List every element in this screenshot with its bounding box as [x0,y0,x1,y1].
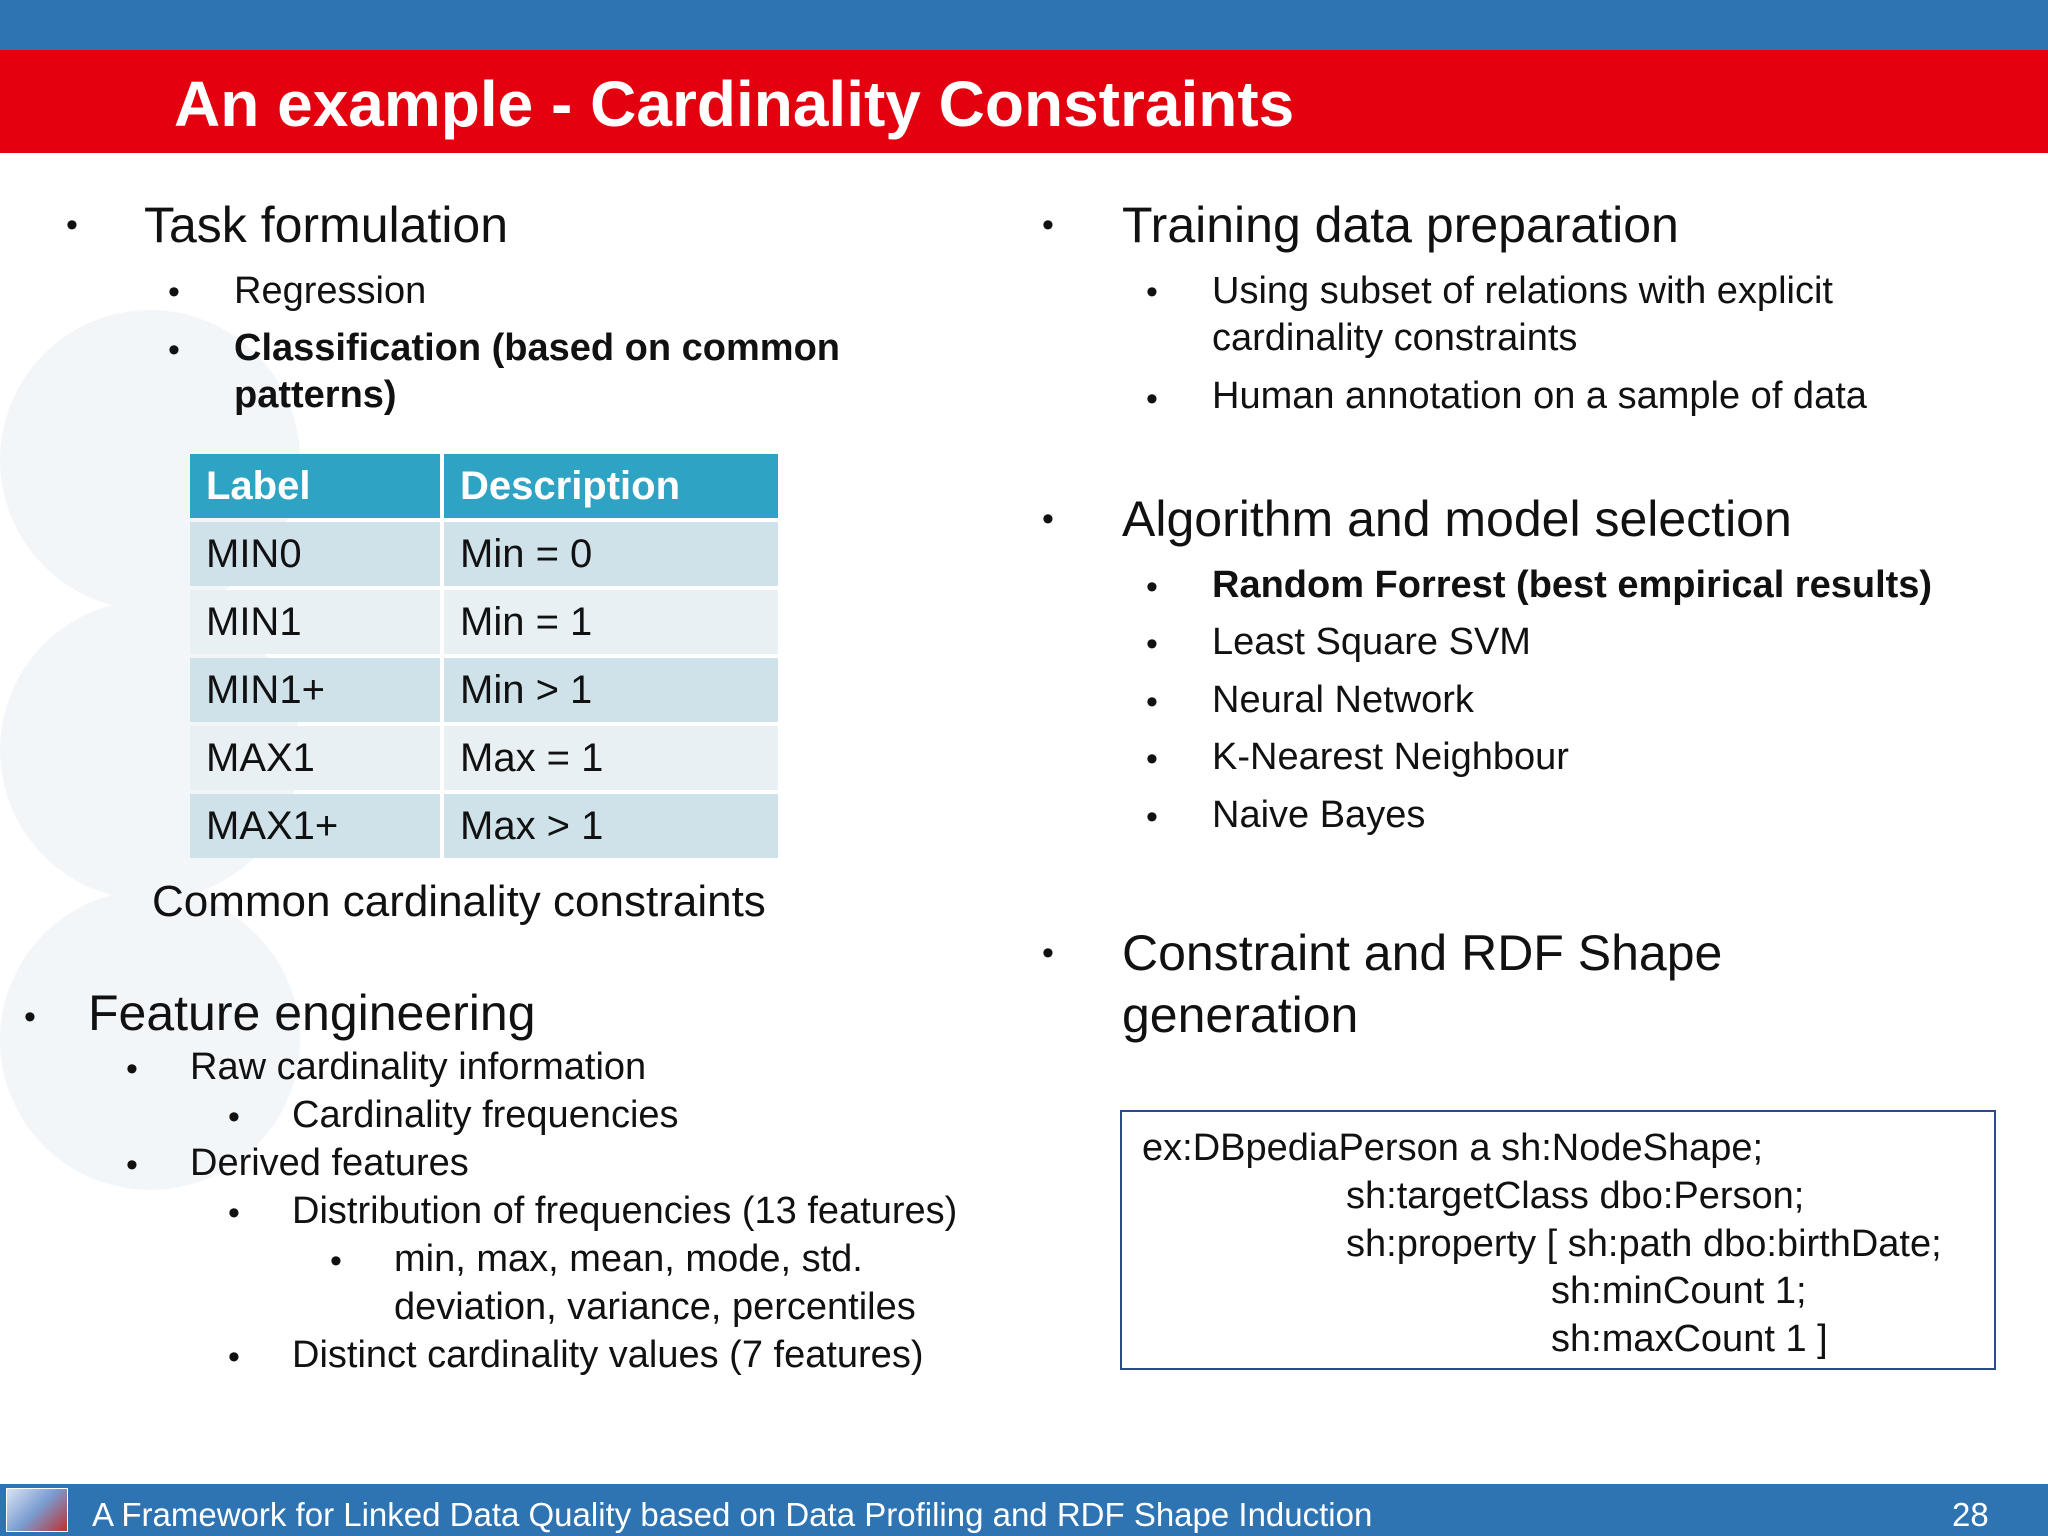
slide-title: An example - Cardinality Constraints [174,68,1295,140]
feature-derived: Derived features [190,1142,469,1184]
code-line-3: sh:property [ sh:path dbo:birthDate; [1346,1223,1942,1265]
table-row [190,794,778,858]
algorithm-item-knn: K-Nearest Neighbour [1212,736,1569,778]
feature-derived-sub1: Distribution of frequencies (13 features) [292,1190,958,1232]
table-cell-description: Min = 0 [444,522,778,586]
code-line-5: sh:maxCount 1 ] [1551,1318,1828,1360]
algorithm-heading: Algorithm and model selection [1122,491,1792,547]
table-cell-description: Max > 1 [444,794,778,858]
bullet-icon: • [1146,798,1158,836]
feature-derived-detail-2: deviation, variance, percentiles [394,1286,916,1328]
bullet-icon: • [228,1098,240,1136]
code-line-1: ex:DBpediaPerson a sh:NodeShape; [1142,1127,1764,1169]
footer-title: A Framework for Linked Data Quality based on Data Profiling and RDF Shape Induction [92,1496,1373,1533]
table-cell-label: MIN1 [190,590,440,654]
task-formulation-heading: Task formulation [144,197,509,253]
training-heading: Training data preparation [1122,197,1679,253]
bullet-icon: • [330,1242,342,1280]
shape-heading-cont: generation [1122,987,1359,1043]
table-row [190,726,778,790]
algorithm-item-naive-bayes: Naive Bayes [1212,794,1426,836]
training-item-1-cont: cardinality constraints [1212,317,1578,359]
algorithm-item-random-forrest: Random Forrest (best empirical results) [1212,564,1933,606]
page-number: 28 [1952,1496,1989,1533]
feature-raw: Raw cardinality information [190,1046,647,1088]
code-line-4: sh:minCount 1; [1551,1270,1807,1312]
bullet-icon: • [66,206,78,244]
task-item-classification: Classification (based on common [234,327,840,369]
feature-engineering-heading: Feature engineering [88,985,536,1041]
bullet-icon: • [228,1194,240,1232]
bullet-icon: • [126,1146,138,1184]
bullet-icon: • [1146,740,1158,778]
bullet-icon: • [1146,273,1158,311]
table-header-label: Label [190,454,440,518]
table-cell-label: MIN0 [190,522,440,586]
table-cell-description: Min = 1 [444,590,778,654]
feature-raw-sub: Cardinality frequencies [292,1094,679,1136]
bullet-icon: • [1146,625,1158,663]
task-item-classification-cont: patterns) [234,374,397,416]
shape-heading: Constraint and RDF Shape [1122,925,1723,981]
algorithm-item-neural-network: Neural Network [1212,679,1474,721]
training-item-2: Human annotation on a sample of data [1212,375,1867,417]
institution-logo [6,1488,68,1532]
table-cell-label: MIN1+ [190,658,440,722]
bullet-icon: • [168,273,180,311]
table-row [190,522,778,586]
bullet-icon: • [126,1050,138,1088]
code-line-2: sh:targetClass dbo:Person; [1346,1175,1805,1217]
training-item-1: Using subset of relations with explicit [1212,270,1833,312]
bullet-icon: • [1146,568,1158,606]
bullet-icon: • [1146,683,1158,721]
top-bar [0,0,2048,50]
table-row [190,658,778,722]
table-cell-description: Max = 1 [444,726,778,790]
bullet-icon: • [1042,500,1054,538]
feature-derived-sub2: Distinct cardinality values (7 features) [292,1334,924,1376]
table-header-row [190,454,778,518]
table-header-description: Description [444,454,778,518]
bullet-icon: • [168,331,180,369]
table-cell-label: MAX1+ [190,794,440,858]
bullet-icon: • [228,1338,240,1376]
bullet-icon: • [24,998,36,1036]
table-cell-description: Min > 1 [444,658,778,722]
task-item-regression: Regression [234,270,427,312]
table-cell-label: MAX1 [190,726,440,790]
table-row [190,590,778,654]
bullet-icon: • [1146,380,1158,418]
table-caption: Common cardinality constraints [152,877,766,926]
bullet-icon: • [1042,934,1054,972]
bullet-icon: • [1042,206,1054,244]
algorithm-item-svm: Least Square SVM [1212,621,1531,663]
feature-derived-detail-1: min, max, mean, mode, std. [394,1238,863,1280]
cardinality-table [186,450,782,862]
